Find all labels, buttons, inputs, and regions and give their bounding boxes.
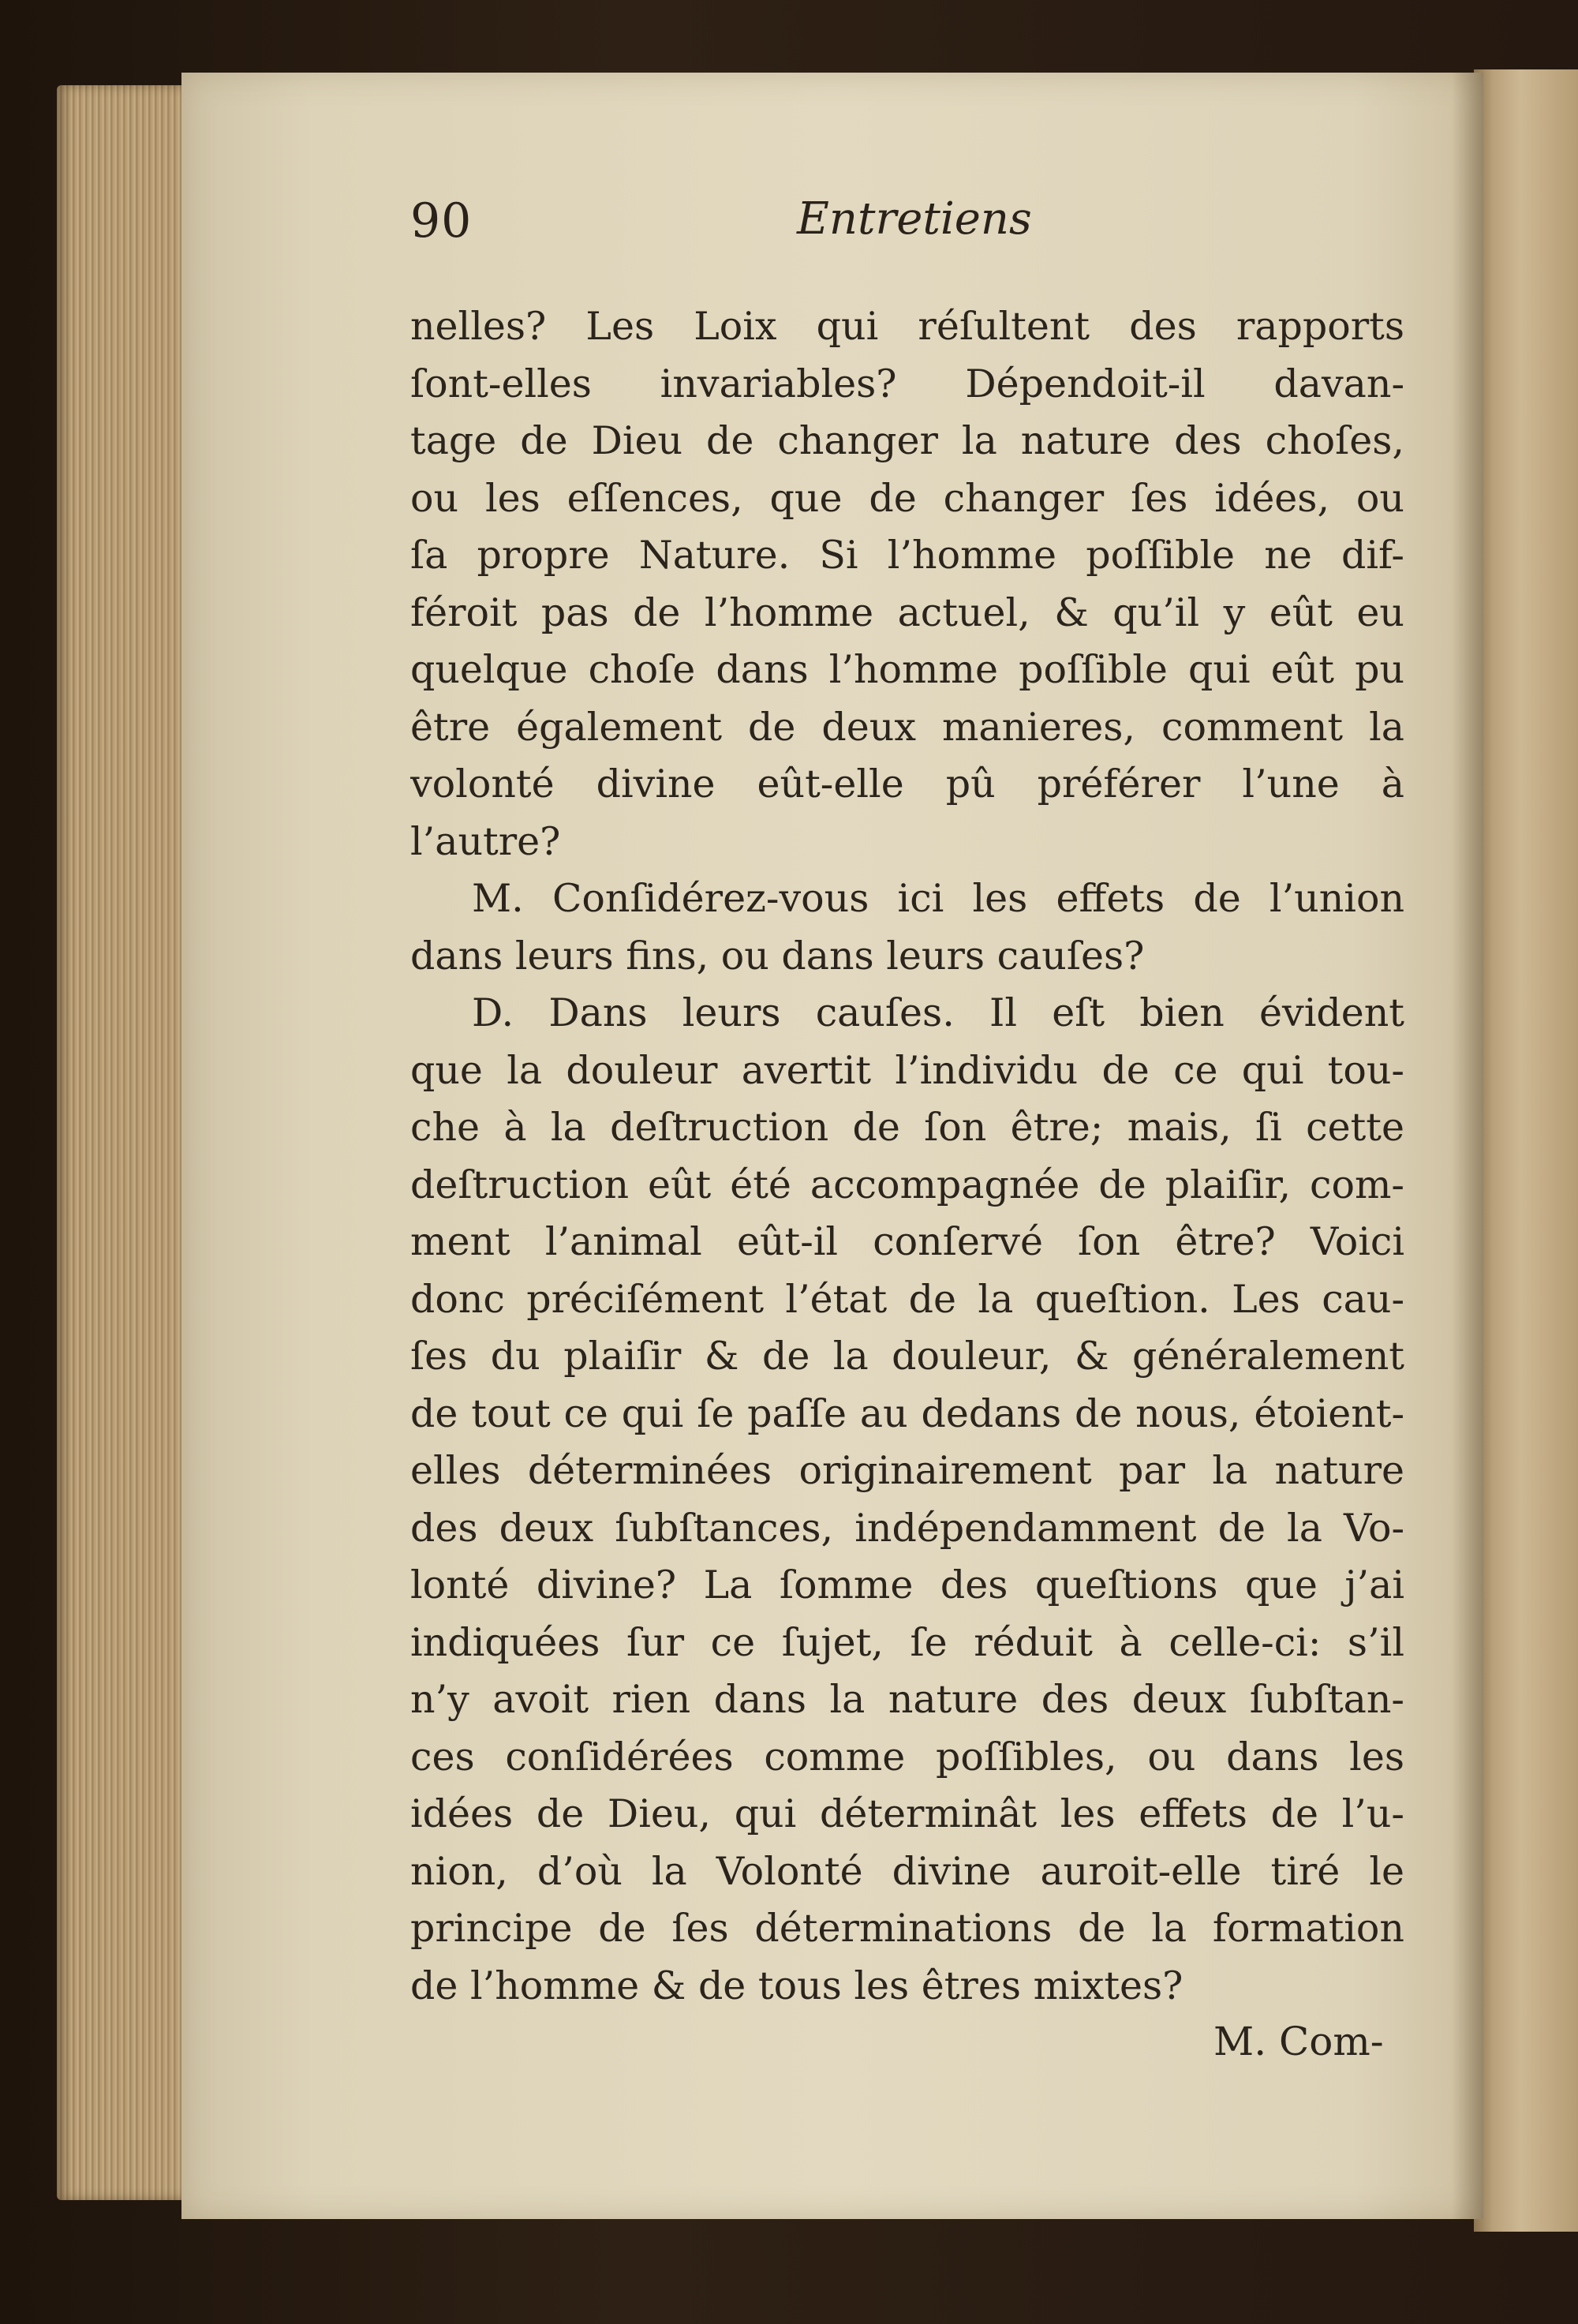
text-line: lonté divine? La ſomme des queſtions que j’ai (410, 1562, 1404, 1607)
text-line: que la douleur avertit l’individu de ce qui tou- (410, 1047, 1404, 1093)
text-line: quelque choſe dans l’homme poſſible qui eût pu (410, 647, 1404, 692)
text-line: che à la deſtruction de ſon être; mais, ſi cette (410, 1105, 1404, 1150)
text-line: ment l’animal eût-il conſervé ſon être? Voici (410, 1219, 1404, 1264)
text-line: volonté divine eût-elle pû préférer l’une à (410, 762, 1404, 806)
text-line: idées de Dieu, qui déterminât les effets de l’u- (410, 1791, 1404, 1836)
page-edge (57, 85, 191, 2200)
text-line: n’y avoit rien dans la nature des deux ſubſtan- (410, 1677, 1404, 1722)
body-text (410, 298, 1404, 2098)
text-line: de l’homme & de tous les êtres mixtes? (410, 1963, 1184, 2008)
text-line: M. Conſidérez-vous ici les effets de l’union (472, 876, 1404, 921)
text-line: ſa propre Nature. Si l’homme poſſible ne dif- (410, 533, 1404, 578)
text-line: principe de ſes déterminations de la formation (410, 1906, 1404, 1951)
page-header (410, 193, 1420, 256)
facing-page-edge (1474, 69, 1578, 2232)
text-line: nion, d’où la Volonté divine auroit-elle tiré le (410, 1848, 1404, 1894)
text-line: ou les eſſences, que de changer ſes idées, ou (410, 475, 1404, 521)
running-head: Entretiens (797, 193, 1032, 245)
text-line: féroit pas de l’homme actuel, & qu’il y eût eu (410, 589, 1404, 635)
text-line: donc préciſément l’état de la queſtion. Les cau- (410, 1276, 1404, 1322)
text-line: deſtruction eût été accompagnée de plaiſir, com- (410, 1162, 1404, 1207)
text-line: elles déterminées originairement par la nature (410, 1448, 1404, 1493)
text-line: dans leurs fins, ou dans leurs cauſes? (410, 933, 1145, 979)
text-line: nelles? Les Loix qui réſultent des rapports (410, 304, 1404, 349)
text-line: indiquées ſur ce ſujet, ſe réduit à celle-ci: s’il (410, 1619, 1404, 1665)
text-line: être également de deux manieres, comment la (410, 704, 1404, 750)
text-line: D. Dans leurs cauſes. Il eſt bien évident (472, 990, 1404, 1035)
text-line: ſont-elles invariables? Dépendoit-il davan- (410, 361, 1404, 406)
page-number: 90 (410, 193, 473, 249)
text-line: tage de Dieu de changer la nature des choſes, (410, 418, 1404, 463)
text-line: de tout ce qui ſe paſſe au dedans de nous, étoient- (410, 1390, 1404, 1436)
text-line: ſes du plaiſir & de la douleur, & généralement (410, 1334, 1404, 1379)
text-line: ces conſidérées comme poſſibles, ou dans les (410, 1734, 1404, 1779)
text-line: des deux ſubſtances, indépendamment de la Vo- (410, 1505, 1404, 1551)
catchword: M. Com- (1213, 2019, 1384, 2064)
gutter-shadow (1452, 73, 1483, 2219)
text-line: l’autre? (410, 818, 561, 864)
